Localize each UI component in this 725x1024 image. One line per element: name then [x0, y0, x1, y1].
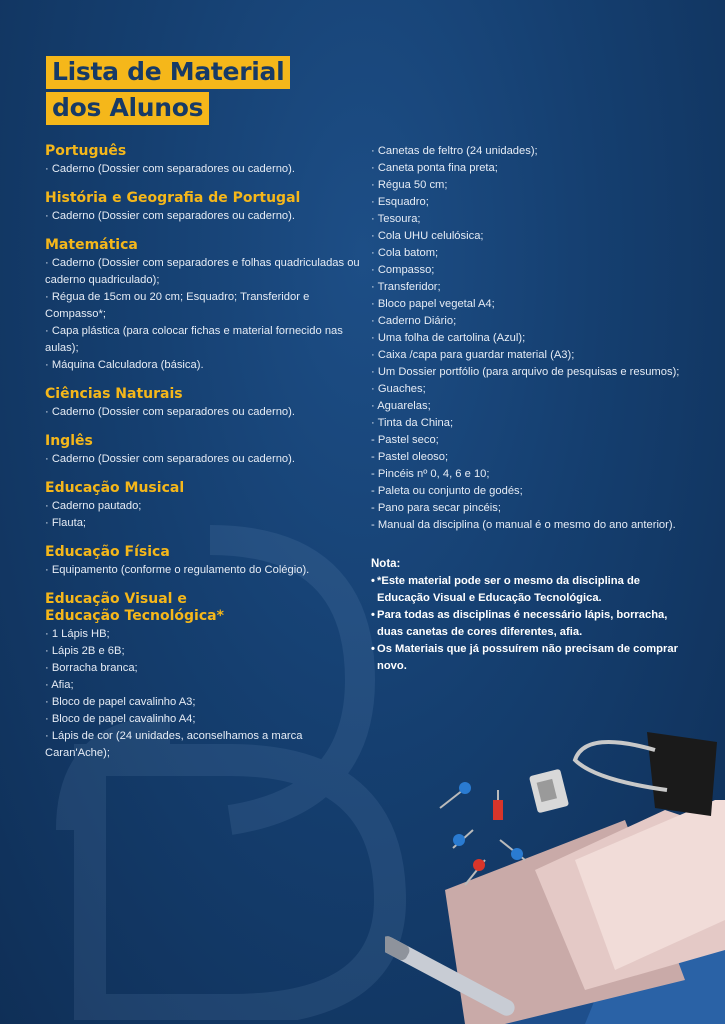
subject-section — [45, 143, 365, 178]
note-list — [371, 573, 691, 675]
material-item: - Pastel seco; — [371, 434, 439, 446]
material-item: · Lápis de cor (24 unidades, aconselhamos a marca Caran'Ache); — [45, 730, 303, 759]
pencil-sharpener-icon — [529, 769, 569, 814]
subject-section — [45, 190, 365, 225]
note-item — [371, 641, 691, 675]
material-item: - Pastel oleoso; — [371, 451, 449, 463]
material-item: · Aguarelas; — [371, 400, 431, 412]
material-item: · Caderno (Dossier com separadores e folhas quadriculadas ou caderno quadriculado); — [45, 257, 360, 286]
material-item: · Capa plástica (para colocar fichas e material fornecido nas aulas); — [45, 325, 343, 354]
material-item: - Paleta ou conjunto de godés; — [371, 485, 523, 497]
subject-section — [45, 544, 365, 579]
material-item: · Guaches; — [371, 383, 426, 395]
subject-title: Inglês — [45, 433, 93, 449]
right-column — [371, 143, 691, 675]
subject-section — [45, 237, 365, 374]
material-item: · Caneta ponta fina preta; — [371, 162, 498, 174]
material-item: · Caderno (Dossier com separadores ou caderno). — [45, 210, 295, 222]
material-item: · Flauta; — [45, 517, 87, 529]
material-item: · Tinta da China; — [371, 417, 454, 429]
material-item: · Bloco de papel cavalinho A3; — [45, 696, 196, 708]
subject-title: Educação Visual e Educação Tecnológica* — [45, 591, 224, 624]
material-item: - Manual da disciplina (o manual é o mesmo do ano anterior). — [371, 519, 676, 531]
material-item: · Caderno Diário; — [371, 315, 457, 327]
material-item: · Bloco papel vegetal A4; — [371, 298, 495, 310]
material-item: · Uma folha de cartolina (Azul); — [371, 332, 526, 344]
binder-clip-icon — [575, 732, 717, 816]
material-item: · 1 Lápis HB; — [45, 628, 110, 640]
material-item: · Transferidor; — [371, 281, 441, 293]
material-list — [371, 143, 691, 534]
material-item: · Caderno (Dossier com separadores ou caderno). — [45, 163, 295, 175]
material-item: · Caderno (Dossier com separadores ou caderno). — [45, 406, 295, 418]
note-text: Para todas as disciplinas é necessário lápis, borracha, duas canetas de cores diferentes, afia. — [377, 609, 668, 638]
material-item: · Tesoura; — [371, 213, 421, 225]
material-item: · Lápis 2B e 6B; — [45, 645, 125, 657]
material-item: · Borracha branca; — [45, 662, 138, 674]
school-supplies-illustration — [385, 720, 725, 1024]
material-item: · Afia; — [45, 679, 74, 691]
title-line-1: Lista de Material — [46, 56, 290, 89]
subject-title: Ciências Naturais — [45, 386, 183, 402]
material-item: · Um Dossier portfólio (para arquivo de pesquisas e resumos); — [371, 366, 680, 378]
material-item: · Caderno pautado; — [45, 500, 142, 512]
material-item: · Régua de 15cm ou 20 cm; Esquadro; Transferidor e Compasso*; — [45, 291, 310, 320]
material-item: · Cola UHU celulósica; — [371, 230, 484, 242]
note-text: Os Materiais que já possuírem não precisam de comprar novo. — [377, 643, 678, 672]
material-item: · Máquina Calculadora (básica). — [45, 359, 204, 371]
material-item: · Canetas de feltro (24 unidades); — [371, 145, 538, 157]
subject-title: História e Geografia de Portugal — [45, 190, 301, 206]
material-item: - Pincéis nº 0, 4, 6 e 10; — [371, 468, 490, 480]
bullet-icon: • — [371, 575, 375, 587]
subject-section — [45, 433, 365, 468]
material-item: · Régua 50 cm; — [371, 179, 448, 191]
bullet-icon: • — [371, 643, 375, 655]
material-item: · Cola batom; — [371, 247, 439, 259]
subject-title: Educação Física — [45, 544, 170, 560]
page-title — [46, 56, 290, 128]
subject-section — [45, 591, 365, 762]
note-text: *Este material pode ser o mesmo da disciplina de Educação Visual e Educação Tecnológica. — [377, 575, 640, 604]
subject-title: Português — [45, 143, 127, 159]
title-line-2: dos Alunos — [46, 92, 209, 125]
note-item — [371, 607, 691, 641]
subject-section — [45, 386, 365, 421]
material-item: · Esquadro; — [371, 196, 429, 208]
note-title: Nota: — [371, 558, 401, 570]
subject-title: Matemática — [45, 237, 138, 253]
material-item: · Bloco de papel cavalinho A4; — [45, 713, 196, 725]
left-column — [45, 143, 365, 774]
material-item: · Equipamento (conforme o regulamento do Colégio). — [45, 564, 310, 576]
material-item: · Caderno (Dossier com separadores ou caderno). — [45, 453, 295, 465]
material-item: · Compasso; — [371, 264, 435, 276]
material-item: - Pano para secar pincéis; — [371, 502, 501, 514]
bullet-icon: • — [371, 609, 375, 621]
note-item — [371, 573, 691, 607]
subject-title: Educação Musical — [45, 480, 185, 496]
subject-section — [45, 480, 365, 532]
material-item: · Caixa /capa para guardar material (A3); — [371, 349, 575, 361]
